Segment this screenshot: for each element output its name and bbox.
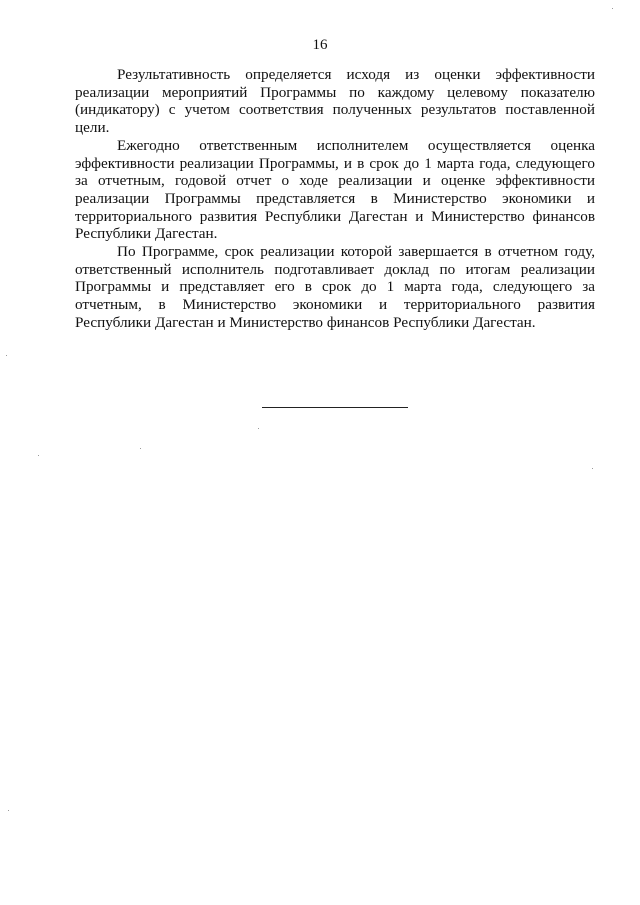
paragraph-final-report: По Программе, срок реализации которой завершается в отчетном году, ответственный исполнитель подготавливает доклад по итогам реализации Программы и представляет его в срок до 1 марта года, следующего за отчетным, в Министерство экономики и территориального развития Республики Дагестан и Министерство финансов Республики Дагестан. [75,243,595,331]
scan-speck [258,428,259,429]
paragraph-annual-report: Ежегодно ответственным исполнителем осуществляется оценка эффективности реализации Программы, и в срок до 1 марта года, следующего за отчетным, годовой отчет о ходе реализации и оценке эффективности реализации Программы представляется в Министерство экономики и территориального развития Республики Дагестан и Министерство финансов Республики Дагестан. [75,136,595,243]
paragraph-effectiveness: Результативность определяется исходя из оценки эффективности реализации мероприятий Программы по каждому целевому показателю (индикатору) с учетом соответствия полученных результатов поставленной цели. [75,66,595,137]
scan-speck [612,8,613,9]
scan-speck [592,468,593,469]
scan-speck [140,448,141,449]
section-divider [262,407,408,408]
scan-speck [8,810,9,811]
scan-speck [6,355,7,356]
scan-speck [38,455,39,456]
page-number: 16 [312,37,328,53]
body-text [75,66,595,332]
